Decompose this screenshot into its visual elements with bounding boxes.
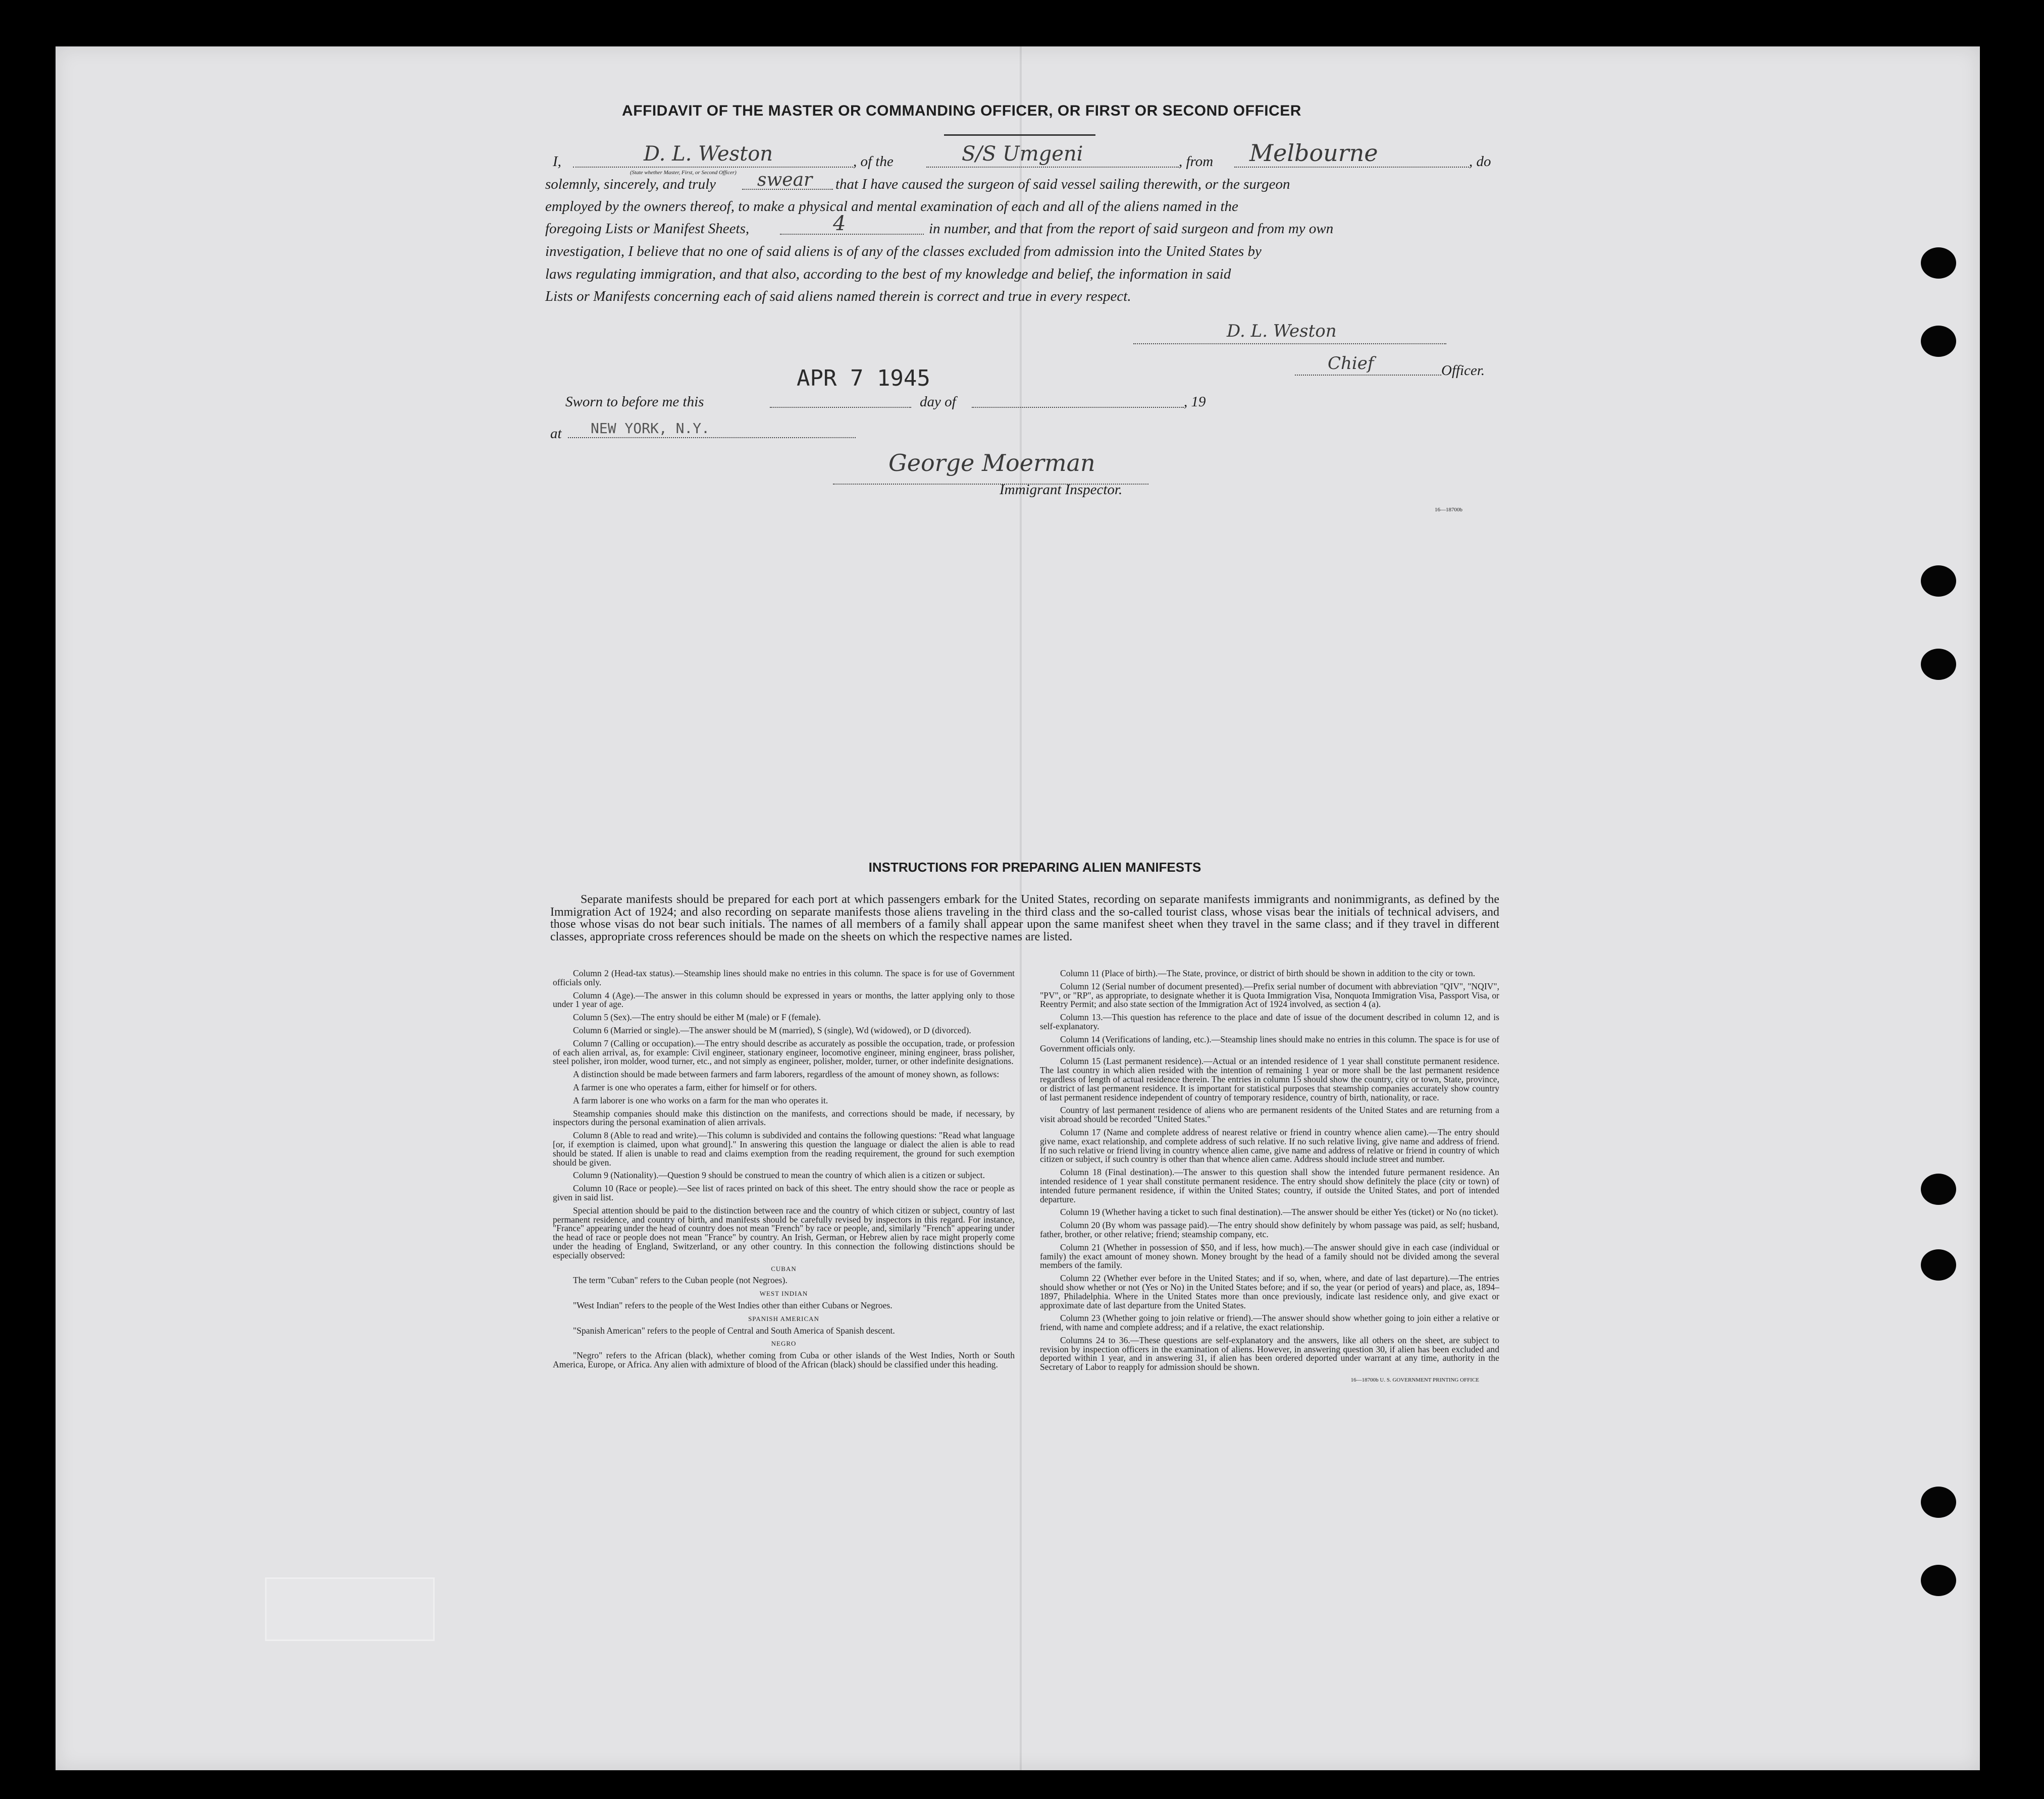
port-handwritten: Melbourne bbox=[1249, 139, 1378, 167]
instruction-paragraph: Column 18 (Final destination).—The answer to this question shall show the intended future permanent residence. An intended residence of 1 year shall constitute permanent residence. The entry should show definitely the place (city or town) of intended future permanent residence, if within the United States; country, if outside the United States, and port of intended departure. bbox=[1040, 1167, 1499, 1204]
faded-stamp-box bbox=[265, 1577, 435, 1641]
instruction-paragraph: A farm laborer is one who works on a farm for the man who operates it. bbox=[573, 1095, 828, 1105]
instruction-paragraph: Column 13.—This question has reference to the place and date of issue of the document described in column 12, and is self-explanatory. bbox=[1040, 1012, 1499, 1031]
instruction-paragraph: Column 11 (Place of birth).—The State, province, or district of birth should be shown in addition to the city or town. bbox=[1060, 968, 1476, 978]
heading-west-indian: WEST INDIAN bbox=[759, 1290, 808, 1298]
instruction-paragraph: Column 8 (Able to read and write).—This column is subdivided and contains the following questions: "Read what language [or, if exemption is claimed, upon what ground]." In answering this question the language or dialect the alien is able to read should be stated. If alien is unable to read and claims exemption from the reading requirement, the ground for such exemption should be given. bbox=[553, 1130, 1015, 1168]
officer-signature: D. L. Weston bbox=[1227, 321, 1337, 341]
punch-hole bbox=[1921, 565, 1956, 597]
instruction-paragraph: Column 6 (Married or single).—The answer should be M (married), S (single), Wd (widowed), or D (divorced). bbox=[573, 1025, 971, 1035]
instruction-paragraph: Column 21 (Whether in possession of $50, and if less, how much).—The answer should give in each case (individual or family) the exact amount of money shown. Money brought by the head of a family should not be divided among the several members of the family. bbox=[1040, 1242, 1499, 1271]
instruction-paragraph: Column 9 (Nationality).—Question 9 should be construed to mean the country of which alien is a citizen or subject. bbox=[573, 1170, 985, 1181]
place-stamp: NEW YORK, N.Y. bbox=[591, 420, 710, 437]
inspector-label: Immigrant Inspector. bbox=[1000, 482, 1123, 498]
punch-hole bbox=[1921, 1249, 1956, 1281]
instruction-paragraph: Column 20 (By whom was passage paid).—The entry should show definitely by whom passage was paid, as self; husband, father, brother, or other relative; friend; steamship company, etc. bbox=[1040, 1220, 1499, 1239]
instruction-paragraph: "Negro" refers to the African (black), whether coming from Cuba or other islands of the West Indies, North or South America, Europe, or Africa. Any alien with admixture of blood of the African (black) should be classified under this heading. bbox=[553, 1350, 1015, 1369]
instruction-paragraph: Special attention should be paid to the distinction between race and the country of which citizen or subject, country of last permanent residence, and country of birth, and manifests should be carefully revised by inspectors in this regard. For instance, "France" appearing under the head of country does not mean "French" by race or people, and, similarly "French" appearing under the head of race or people does not mean "France" by country. An Irish, German, or Hebrew alien by race might properly come under the heading of England, Switzerland, or any other country. In this connection the following distinctions should be especially observed: bbox=[553, 1205, 1015, 1260]
punch-hole bbox=[1921, 1174, 1956, 1205]
instructions-intro: Separate manifests should be prepared for each port at which passengers embark for the United States, recording on separate manifests immigrants and nonimmigrants, as defined by the Immigration Act of 1924; and also recording on separate manifests those aliens traveling in the third class and the so-called tourist class, whose visas bear the initials of technical advisers, and those whose visas do not bear such initials. The names of all members of a family shall appear upon the same manifest sheet when they travel in the same class; and if they travel in different classes, appropriate cross references should be made on the sheets on which the respective names are listed. bbox=[550, 893, 1499, 943]
instruction-paragraph: Steamship companies should make this distinction on the manifests, and corrections should be made, if necessary, by inspectors during the personal examination of alien arrivals. bbox=[553, 1108, 1015, 1128]
sheets-count-handwritten: 4 bbox=[833, 212, 846, 235]
instruction-paragraph: Column 23 (Whether going to join relative or friend).—The answer should show whether going to join either a relative or friend, with name and complete address; and if a relative, the exact relationship. bbox=[1040, 1313, 1499, 1333]
affidavit-title: AFFIDAVIT OF THE MASTER OR COMMANDING OFFICER, OR FIRST OR SECOND OFFICER bbox=[622, 102, 1301, 119]
title-rule bbox=[944, 134, 1095, 136]
punch-hole bbox=[1921, 326, 1956, 357]
instruction-paragraph: A farmer is one who operates a farm, either for himself or for others. bbox=[573, 1082, 817, 1092]
form-number: 16—18700b bbox=[1435, 507, 1462, 513]
inspector-signature: George Moerman bbox=[888, 449, 1095, 477]
punch-hole bbox=[1921, 1565, 1956, 1596]
vessel-name-handwritten: S/S Umgeni bbox=[962, 142, 1083, 166]
instruction-paragraph: Column 7 (Calling or occupation).—The entry should describe as accurately as possible the occupation, trade, or profession of each alien arrival, as, for example: Civil engineer, stationary engineer, locomotive engineer, mining engineer, brass polisher, steel polisher, iron molder, wood turner, etc., and not simply as engineer, polisher, molder, turner, or other indefinite designations. bbox=[553, 1038, 1015, 1067]
officer-label: Officer. bbox=[1441, 362, 1485, 379]
instruction-paragraph: Column 15 (Last permanent residence).—Actual or an intended residence of 1 year shall constitute permanent residence. The last country in which alien resided with the intention of remaining 1 year or more shall be the last permanent residence regardless of length of actual residence therein. The entries in column 15 should show the country, city or town, State, province, or district of last permanent residence. It is important for statistical purposes that steamship companies accurately show country of last permanent residence independent of country of temporary residence, country of birth, nationality, or race. bbox=[1040, 1056, 1499, 1102]
punch-hole bbox=[1921, 247, 1956, 279]
instructions-right-column bbox=[1040, 969, 1499, 1389]
instruction-paragraph: Columns 24 to 36.—These questions are self-explanatory and the answers, like all others on the sheet, are subject to revision by inspection officers in the examination of aliens. However, in answering question 30, if alien has been excluded and deported within 1 year, and in answering 31, if alien has been ordered deported under warrant at any time, authority in the Secretary of Labor to reapply for admission should be shown. bbox=[1040, 1335, 1499, 1372]
instruction-paragraph: "West Indian" refers to the people of the West Indies other than either Cubans or Negroes. bbox=[573, 1300, 893, 1310]
instruction-paragraph: The term "Cuban" refers to the Cuban people (not Negroes). bbox=[573, 1275, 788, 1286]
instruction-paragraph: Column 14 (Verifications of landing, etc.).—Steamship lines should make no entries in this column. The space is for use of Government officials only. bbox=[1040, 1034, 1499, 1053]
instruction-paragraph: Country of last permanent residence of aliens who are permanent residents of the United States and are returning from a visit abroad should be recorded "United States." bbox=[1040, 1105, 1499, 1125]
instruction-paragraph: Column 2 (Head-tax status).—Steamship lines should make no entries in this column. The space is for use of Government officials only. bbox=[553, 968, 1015, 987]
printing-office-footer: 16—18700b U. S. GOVERNMENT PRINTING OFFICE bbox=[1350, 1377, 1479, 1384]
heading-cuban: CUBAN bbox=[771, 1264, 797, 1273]
punch-hole bbox=[1921, 649, 1956, 680]
instruction-paragraph: Column 19 (Whether having a ticket to such final destination).—The answer should be either Yes (ticket) or No (no ticket). bbox=[1060, 1207, 1498, 1218]
swear-handwritten: swear bbox=[757, 170, 813, 190]
instructions-left-column bbox=[553, 969, 1015, 1373]
officer-rank-handwritten: Chief bbox=[1328, 353, 1374, 374]
instruction-paragraph: Column 22 (Whether ever before in the United States; and if so, when, where, and date of last departure).—The entries should show whether or not (Yes or No) in the United States before; and if so, the year (or period of years) and place, as, 1894–1897, Philadelphia. Where in the United States more than once previously, indicate last residence only, and give exact or approximate date of last departure from the United States. bbox=[1040, 1273, 1499, 1310]
instruction-paragraph: Column 5 (Sex).—The entry should be either M (male) or F (female). bbox=[573, 1012, 821, 1023]
instruction-paragraph: A distinction should be made between farmers and farm laborers, regardless of the amount of money shown, as follows: bbox=[573, 1069, 1000, 1080]
rank-hint: (State whether Master, First, or Second Officer) bbox=[630, 170, 737, 176]
heading-negro: NEGRO bbox=[771, 1340, 797, 1348]
master-name-handwritten: D. L. Weston bbox=[644, 142, 773, 166]
punch-hole bbox=[1921, 1487, 1956, 1518]
instruction-paragraph: "Spanish American" refers to the people of Central and South America of Spanish descent. bbox=[573, 1325, 895, 1336]
instruction-paragraph: Column 10 (Race or people).—See list of races printed on back of this sheet. The entry should show the race or people as given in said list. bbox=[553, 1183, 1015, 1202]
affidavit-line-1: I, bbox=[553, 153, 561, 170]
instructions-title: INSTRUCTIONS FOR PREPARING ALIEN MANIFESTS bbox=[868, 860, 1201, 875]
date-stamp: APR 7 1945 bbox=[797, 365, 930, 391]
instruction-paragraph: Column 4 (Age).—The answer in this column should be expressed in years or months, the latter applying only to those under 1 year of age. bbox=[553, 990, 1015, 1010]
instruction-paragraph: Column 12 (Serial number of document presented).—Prefix serial number of document with abbreviation "QIV", "NQIV", "PV", or "RP", as appropriate, to designate whether it is Quota Immigration Visa, Nonquota Immigration Visa, Passport Visa, or Reentry Permit; and also state section of the Immigration Act of 1924 involved, as section 4 (a). bbox=[1040, 981, 1499, 1010]
heading-spanish-american: SPANISH AMERICAN bbox=[748, 1314, 819, 1322]
instruction-paragraph: Column 17 (Name and complete address of nearest relative or friend in country whence alien came).—The entry should give name, exact relationship, and complete address of such relative. If no such relative living, give name and address of friend. If no such relative or friend living in country whence alien came, give name and address of relative or friend in country of which citizen or subject, if such country is other than that whence alien came. Address should include street and number. bbox=[1040, 1127, 1499, 1165]
